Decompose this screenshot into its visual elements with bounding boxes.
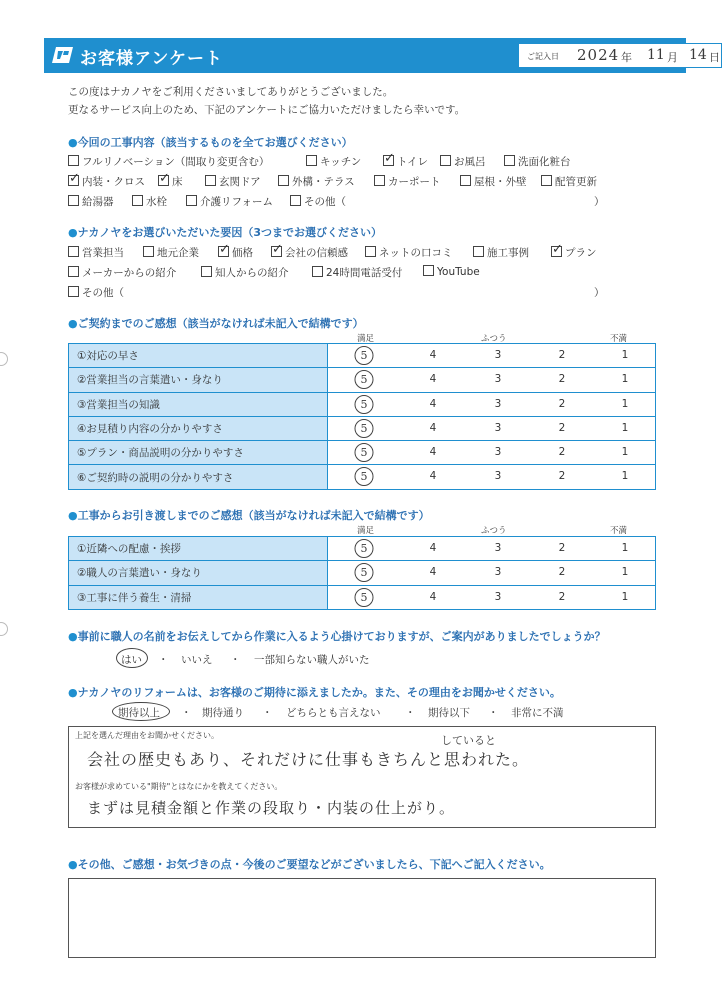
rating-value[interactable]: 3 xyxy=(494,470,502,483)
rating-value[interactable]: 4 xyxy=(429,566,437,579)
q1-option[interactable]: 介護リフォーム xyxy=(186,194,273,209)
comments-box[interactable] xyxy=(68,878,656,958)
rating-row xyxy=(69,585,656,609)
expect-handwriting: まずは見積金額と作業の段取り・内装の仕上がり。 xyxy=(87,799,456,817)
q1-option[interactable]: 配管更新 xyxy=(541,174,597,189)
rating-value[interactable]: 2 xyxy=(558,542,566,554)
q1-option[interactable]: ✓ 床 xyxy=(158,174,183,189)
rating-value[interactable]: 2 xyxy=(558,446,566,459)
q2-option[interactable]: メーカーからの紹介 xyxy=(68,265,176,280)
intro-line: この度はナカノヤをご利用くださいましてありがとうございました。 xyxy=(68,86,394,98)
date-label: ご記入日 xyxy=(527,52,559,61)
rating-value[interactable]: 2 xyxy=(558,349,566,361)
rating-scale xyxy=(328,585,656,609)
q2-option[interactable]: ✓ 価格 xyxy=(218,245,253,260)
reason-prompt: 上記を選んだ理由をお聞かせください。 xyxy=(75,731,219,740)
checkbox-checked[interactable] xyxy=(271,246,282,257)
checkbox[interactable] xyxy=(68,266,79,277)
rating-value-selected[interactable]: 5 xyxy=(355,539,374,558)
q2-option[interactable]: ✓ 会社の信頼感 xyxy=(271,245,348,260)
rating-row xyxy=(69,561,656,585)
checkbox[interactable] xyxy=(504,155,515,166)
rating-value[interactable]: 3 xyxy=(494,446,502,459)
rating-value[interactable]: 1 xyxy=(621,349,629,361)
checkbox[interactable] xyxy=(68,246,79,257)
checkbox[interactable] xyxy=(541,175,552,186)
checkbox[interactable] xyxy=(201,266,212,277)
separator: ・ xyxy=(230,654,241,666)
q2-option[interactable]: 知人からの紹介 xyxy=(201,265,289,280)
rating-value[interactable]: 4 xyxy=(429,590,437,603)
checkbox[interactable] xyxy=(423,265,434,276)
q2-option[interactable]: ネットの口コミ xyxy=(365,245,453,260)
rating-row xyxy=(69,465,656,489)
rating-row xyxy=(69,368,656,392)
rating-row xyxy=(69,537,656,561)
checkbox[interactable] xyxy=(68,155,79,166)
rating-value-selected[interactable]: 5 xyxy=(355,419,374,438)
q1-option[interactable]: 外構・テラス xyxy=(278,174,355,189)
rating-value[interactable]: 4 xyxy=(429,542,437,554)
rating-scale xyxy=(328,537,656,561)
q1-option[interactable]: その他（ xyxy=(290,194,346,209)
q6-option[interactable]: 期待以上 xyxy=(118,707,160,719)
rating-question: ②職人の言葉遣い・身なり xyxy=(69,561,328,585)
checkbox[interactable] xyxy=(473,246,484,257)
binder-hole xyxy=(0,352,8,366)
q7-heading: ●その他、ご感想・お気づきの点・今後のご要望などがございましたら、下記へご記入ください。 xyxy=(68,858,551,871)
rating-value[interactable]: 4 xyxy=(429,373,437,386)
rating-value[interactable]: 1 xyxy=(621,566,629,579)
rating-value-selected[interactable]: 5 xyxy=(355,346,374,365)
checkbox[interactable] xyxy=(143,246,154,257)
rating-question: ④お見積り内容の分かりやすさ xyxy=(69,416,328,440)
rating-row xyxy=(69,416,656,440)
q2-option[interactable]: 営業担当 xyxy=(68,245,124,260)
rating-value[interactable]: 1 xyxy=(621,542,629,554)
q1-row xyxy=(68,194,656,210)
checkbox[interactable] xyxy=(374,175,385,186)
q1-option[interactable]: 屋根・外壁 xyxy=(460,174,527,189)
checkbox[interactable] xyxy=(460,175,471,186)
separator: ・ xyxy=(262,707,273,719)
date-month: 11 xyxy=(647,47,665,63)
q1-option[interactable]: 給湯器 xyxy=(68,194,114,209)
separator: ・ xyxy=(488,707,499,719)
rating-value[interactable]: 2 xyxy=(558,397,566,410)
rating-value[interactable]: 2 xyxy=(558,421,566,434)
binder-hole xyxy=(0,622,8,636)
reason-handwriting: 会社の歴史もあり、それだけに仕事もきちんと思われた。 xyxy=(87,750,530,769)
q5-option[interactable]: 一部知らない職人がいた xyxy=(254,654,370,666)
date-box xyxy=(518,43,722,68)
checkbox-checked[interactable] xyxy=(218,246,229,257)
q1-heading: ●今回の工事内容（該当するものを全てお選びください） xyxy=(68,136,353,149)
checkbox[interactable] xyxy=(278,175,289,186)
day-unit: 日 xyxy=(709,51,720,64)
q2-option[interactable]: その他（ xyxy=(68,285,124,300)
rating-question: ③工事に伴う養生・清掃 xyxy=(69,585,328,609)
q3-heading: ●ご契約までのご感想（該当がなければ未記入で結構です） xyxy=(68,317,364,330)
rating-question: ③営業担当の知識 xyxy=(69,392,328,416)
rating-value[interactable]: 3 xyxy=(494,349,502,361)
q5-heading: ●事前に職人の名前をお伝えしてから作業に入るよう心掛けておりますが、ご案内がありましたでしょうか？ xyxy=(68,630,606,643)
rating-value-selected[interactable]: 5 xyxy=(355,370,374,389)
q2-option[interactable]: 施工事例 xyxy=(473,245,529,260)
rating-value[interactable]: 2 xyxy=(558,373,566,386)
checkbox[interactable] xyxy=(365,246,376,257)
rating-row xyxy=(69,441,656,465)
reason-insert-text: していると xyxy=(441,734,496,747)
month-unit: 月 xyxy=(667,51,678,64)
q2-option[interactable]: YouTube xyxy=(423,265,480,278)
checkbox[interactable] xyxy=(312,266,323,277)
q1-option[interactable]: カーポート xyxy=(374,174,441,189)
rating-scale xyxy=(328,465,656,489)
rating-value[interactable]: 2 xyxy=(558,566,566,579)
date-day: 14 xyxy=(689,47,707,63)
q1-option[interactable]: お風呂 xyxy=(440,154,486,169)
scale-high-label: 満足 xyxy=(357,526,375,536)
rating-value[interactable]: 3 xyxy=(494,590,502,603)
q6-option[interactable]: 非常に不満 xyxy=(511,707,564,719)
checkbox[interactable] xyxy=(132,195,143,206)
separator: ・ xyxy=(158,654,169,666)
q6-option[interactable]: 期待以下 xyxy=(428,707,470,719)
rating-question: ⑥ご契約時の説明の分かりやすさ xyxy=(69,465,328,489)
rating-value[interactable]: 3 xyxy=(494,397,502,410)
separator: ・ xyxy=(181,707,192,719)
q6-heading: ●ナカノヤのリフォームは、お客様のご期待に添えましたか。また、その理由をお聞かせください。 xyxy=(68,686,561,699)
rating-scale xyxy=(328,441,656,465)
rating-scale xyxy=(328,368,656,392)
rating-value[interactable]: 4 xyxy=(429,446,437,459)
checkbox[interactable] xyxy=(306,155,317,166)
rating-row xyxy=(69,392,656,416)
date-year: 2024 xyxy=(577,46,620,64)
q3-rating-table xyxy=(68,343,656,490)
checkbox-checked[interactable] xyxy=(551,246,562,257)
checkbox[interactable] xyxy=(440,155,451,166)
expect-prompt: お客様が求めている"期待"とはなにかを教えてください。 xyxy=(75,782,283,791)
checkbox[interactable] xyxy=(186,195,197,206)
q1-option[interactable]: ✓ トイレ xyxy=(383,154,428,169)
q1-option[interactable]: キッチン xyxy=(306,154,361,169)
rating-row xyxy=(69,344,656,368)
checkbox-checked[interactable] xyxy=(68,175,79,186)
close-paren: ） xyxy=(594,196,605,208)
rating-value[interactable]: 2 xyxy=(558,470,566,483)
rating-question: ⑤プラン・商品説明の分かりやすさ xyxy=(69,441,328,465)
checkbox[interactable] xyxy=(68,195,79,206)
checkbox-checked[interactable] xyxy=(158,175,169,186)
header-bar xyxy=(44,38,720,73)
rating-value[interactable]: 3 xyxy=(494,373,502,386)
q2-option[interactable]: 24時間電話受付 xyxy=(312,265,402,280)
rating-value-selected[interactable]: 5 xyxy=(355,443,374,462)
rating-question: ①近隣への配慮・挨拶 xyxy=(69,537,328,561)
rating-value[interactable]: 4 xyxy=(429,470,437,483)
rating-value[interactable]: 3 xyxy=(494,542,502,554)
rating-value[interactable]: 3 xyxy=(494,421,502,434)
company-logo-icon xyxy=(52,45,74,65)
q1-option[interactable]: フルリノベーション（間取り変更含む） xyxy=(68,154,269,169)
scale-low-label: 不満 xyxy=(610,526,628,536)
close-paren: ） xyxy=(594,287,605,299)
page-title: お客様アンケート xyxy=(80,49,223,69)
rating-question: ①対応の早さ xyxy=(69,344,328,368)
rating-value-selected[interactable]: 5 xyxy=(355,563,374,582)
rating-value[interactable]: 1 xyxy=(621,421,629,434)
q2-option[interactable]: ✓ プラン xyxy=(551,245,597,260)
rating-value[interactable]: 4 xyxy=(429,349,437,361)
intro-line: 更なるサービス向上のため、下記のアンケートにご協力いただけましたら幸いです。 xyxy=(68,104,466,116)
q4-heading: ●工事からお引き渡しまでのご感想（該当がなければ未記入で結構です） xyxy=(68,509,430,522)
q5-option[interactable]: はい xyxy=(121,654,142,666)
q6-option[interactable]: 期待通り xyxy=(202,707,244,719)
q6-option[interactable]: どちらとも言えない xyxy=(286,707,381,719)
rating-value-selected[interactable]: 5 xyxy=(355,588,374,607)
rating-value[interactable]: 1 xyxy=(621,373,629,386)
checkbox[interactable] xyxy=(290,195,301,206)
rating-value[interactable]: 4 xyxy=(429,397,437,410)
q4-rating-table xyxy=(68,536,656,610)
scale-high-label: 満足 xyxy=(357,334,375,344)
rating-value[interactable]: 1 xyxy=(621,470,629,483)
q1-option[interactable]: ✓内装・クロス xyxy=(68,174,145,189)
q2-row xyxy=(68,285,656,301)
q5-option[interactable]: いいえ xyxy=(181,654,213,666)
q1-option[interactable]: 水栓 xyxy=(132,194,167,209)
reason-answer-box[interactable] xyxy=(68,726,656,828)
rating-question: ②営業担当の言葉遣い・身なり xyxy=(69,368,328,392)
rating-value[interactable]: 1 xyxy=(621,590,629,603)
scale-mid-label: ふつう xyxy=(481,526,507,536)
rating-value[interactable]: 3 xyxy=(494,566,502,579)
scale-low-label: 不満 xyxy=(610,334,628,344)
q1-option[interactable]: 洗面化粧台 xyxy=(504,154,571,169)
rating-value-selected[interactable]: 5 xyxy=(355,395,374,414)
rating-scale xyxy=(328,416,656,440)
year-unit: 年 xyxy=(621,51,632,64)
checkbox[interactable] xyxy=(68,286,79,297)
rating-scale xyxy=(328,344,656,368)
rating-value-selected[interactable]: 5 xyxy=(355,467,374,486)
rating-value[interactable]: 2 xyxy=(558,590,566,603)
rating-value[interactable]: 1 xyxy=(621,397,629,410)
rating-scale xyxy=(328,561,656,585)
q1-option[interactable]: 玄関ドア xyxy=(205,174,261,189)
checkbox-checked[interactable] xyxy=(383,155,394,166)
separator: ・ xyxy=(405,707,416,719)
rating-value[interactable]: 1 xyxy=(621,446,629,459)
q2-heading: ●ナカノヤをお選びいただいた要因（3つまでお選びください） xyxy=(68,226,383,239)
checkbox[interactable] xyxy=(205,175,216,186)
q2-option[interactable]: 地元企業 xyxy=(143,245,199,260)
rating-scale xyxy=(328,392,656,416)
scale-mid-label: ふつう xyxy=(481,334,507,344)
rating-value[interactable]: 4 xyxy=(429,421,437,434)
